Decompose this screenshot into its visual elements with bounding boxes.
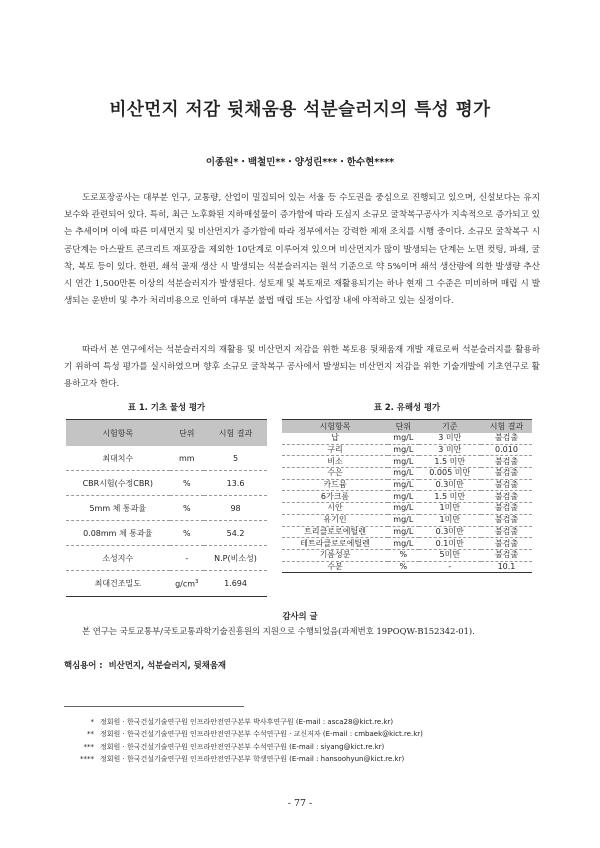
table-cell: 불검출 [481,549,532,561]
acknowledgement-text: 본 연구는 국토교통부/국토교통과학기술진흥원의 지원으로 수행되었음(과제번호 19POQW-B152342-01). [82,626,475,636]
table-row [66,446,267,471]
table-cell: 13.6 [204,471,267,496]
table-row [282,433,532,444]
table-cell: 불검출 [481,456,532,468]
table-header-cell: 시험 결과 [481,420,532,434]
footnote-mark: **** [80,754,94,763]
keywords-value: 비산먼지, 석분슬러지, 뒷채움재 [108,660,227,670]
body-paragraph-1: 도로포장공사는 대부분 인구, 교통량, 산업이 밀집되어 있는 서울 등 수도권을 중심으로 진행되고 있으며, 신설보다는 유지보수와 관련되어 있다. 특히, 최근 노후화된 지하매설물이 증가함에 따라 도심지 소규모 굴착복구공사가 지속적으로 증가되고 있는 추세이며 이에 따른 미세먼지 및 비산먼지가 증가함에 따라 정부에서는 강력한 제재 조치를 시행 중이다. 소규모 굴착복구 시공단계는 아스팔트 콘크리트 재포장을 제외한 10단계로 이루어져 있으며 비산먼지가 많이 발생되는 단계는 노면 컷팅, 파쇄, 굴착, 복토 등이 있다. 한편, 쇄석 골재 생산 시 발생되는 석분슬러지는 원석 기준으로 약 5%이며 쇄석 생산량에 의한 발생량 추산 시 연간 1,500만톤 이상의 석분슬러지가 발생된다. 성토재 및 복토재로 재활용되기는 하나 현재 그 수준은 미비하며 매립 시 발생되는 운반비 및 추가 처리비용으로 인하여 대부분 불법 매립 또는 사업장 내에 야적하고 있는 실정이다. [64,193,540,307]
table-cell: % [170,496,205,521]
footnotes [64,716,540,765]
table-cell: mm [170,446,205,471]
table-basic-properties [66,419,267,597]
table-row [282,456,532,468]
table-cell: - [170,546,205,571]
table-cell: 유기인 [282,514,388,526]
table-cell: % [388,561,419,573]
footnote [64,753,540,765]
table-cell: 불검출 [481,468,532,480]
table-row [66,571,267,596]
table-cell: 5 [204,446,267,471]
table1-caption: 표 1. 기초 물성 평가 [127,402,206,412]
table-cell: 10.1 [481,561,532,573]
table-cell: mg/L [388,479,419,491]
table-cell: 불검출 [481,433,532,444]
footnote [64,728,540,740]
table-cell: N.P(비소성) [204,546,267,571]
paper-title: 비산먼지 저감 뒷채움용 석분슬러지의 특성 평가 [109,100,491,120]
table-cell: 불검출 [481,491,532,503]
acknowledgement-title: 감사의 글 [282,611,318,621]
table-hazard-evaluation [282,419,532,573]
table-cell: 0.3미만 [419,526,481,538]
table-cell: 비소 [282,456,388,468]
table-cell: 3 미만 [419,433,481,444]
table-cell: 불검출 [481,514,532,526]
table-cell: 카드뮴 [282,479,388,491]
table-header-cell: 단위 [170,420,205,447]
table2-caption: 표 2. 유해성 평가 [373,402,441,412]
table-cell: 불검출 [481,479,532,491]
table-cell: CBR시험(수정CBR) [66,471,170,496]
table-cell: 0.005 미만 [419,468,481,480]
footnote-mark: * [90,718,94,726]
table-cell: mg/L [388,456,419,468]
table-cell: 수은 [282,468,388,480]
table-row [66,496,267,521]
table-cell: 불검출 [481,503,532,515]
footnote-text: 정회원 · 한국건설기술연구원 인프라안전연구본부 수석연구원 · 교신저자 (E-mail : cmbaek@kict.re.kr) [100,730,423,739]
table-cell: 불검출 [481,538,532,550]
table-cell: % [170,521,205,546]
table-cell: 5미만 [419,549,481,561]
footnote-text: 정회원 · 한국건설기술연구원 인프라안전연구본부 수석연구원 (E-mail : siyang@kict.re.kr) [100,742,385,751]
table-header-cell: 시험 결과 [204,420,267,447]
table-header-cell: 시험항목 [66,420,170,447]
table-cell: mg/L [388,433,419,444]
table-cell: - [419,561,481,573]
table-cell: 소성지수 [66,546,170,571]
table-row [282,549,532,561]
table-cell: 0.1미만 [419,538,481,550]
footnote-mark: *** [83,742,94,751]
table-row [282,526,532,538]
table-cell: mg/L [388,468,419,480]
table-cell: 1.5 미만 [419,491,481,503]
table-cell: 1미만 [419,503,481,515]
table-header-cell: 시험항목 [282,420,388,434]
author-line: 이종원*・백철민**・양성린***・한수현**** [205,157,395,168]
table-cell: 최대건조밀도 [66,571,170,596]
footnote [64,716,540,728]
footnote-mark: ** [87,730,94,739]
footnote [64,741,540,753]
table-cell: 불검출 [481,526,532,538]
table-row [282,538,532,550]
body-paragraph-2: 따라서 본 연구에서는 석분슬러지의 재활용 및 비산먼지 저감을 위한 복토용 뒷채움재 개발 재료로써 석분슬러지를 활용하기 위하여 특성 평가를 실시하였으며 향후 소규모 굴착복구 공사에서 발생되는 비산먼지 저감을 위한 기술개발에 기초연구로 활용하고자 한다. [64,345,540,390]
table-row [282,444,532,456]
table-cell: mg/L [388,491,419,503]
table-cell: 0.3미만 [419,479,481,491]
table-row [282,514,532,526]
table-cell: 6가크롬 [282,491,388,503]
table-cell: mg/L [388,444,419,456]
table-cell: 0.08mm 체 통과율 [66,521,170,546]
keywords-label: 핵심용어 : [64,660,103,670]
footnote-text: 정회원 · 한국건설기술연구원 인프라안전연구본부 학생연구원 (E-mail : hansoohyun@kict.re.kr) [100,754,405,763]
table-cell: 98 [204,496,267,521]
table-cell: % [170,471,205,496]
page-number: - 77 - [287,798,313,809]
table-row [282,561,532,573]
table-row [282,491,532,503]
table-cell: 시안 [282,503,388,515]
table-cell: 트리클로로에틸렌 [282,526,388,538]
footnote-text: 정회원 · 한국건설기술연구원 인프라안전연구본부 박사후연구원 (E-mail : asca28@kict.re.kr) [100,718,394,726]
table-cell: 최대치수 [66,446,170,471]
table-cell: mg/L [388,503,419,515]
table-cell: mg/L [388,538,419,550]
table-cell: 1.5 미만 [419,456,481,468]
table-cell: 테트라클로로에틸렌 [282,538,388,550]
table-row [66,521,267,546]
unit-superscript: 3 [195,578,199,585]
table-cell: 1.694 [204,571,267,596]
table-cell: 기름성분 [282,549,388,561]
table-cell: 54.2 [204,521,267,546]
table-row [282,503,532,515]
table-cell: mg/L [388,514,419,526]
footnote-divider [64,706,244,707]
unit-base: g/cm [175,579,196,589]
table-row [66,471,267,496]
table-row [282,479,532,491]
table-cell: 0.010 [481,444,532,456]
table-cell: 수분 [282,561,388,573]
table-cell: 구리 [282,444,388,456]
table-row [282,468,532,480]
table-cell: 3 미만 [419,444,481,456]
table-cell: 1미만 [419,514,481,526]
table-cell: 5mm 체 통과율 [66,496,170,521]
table-row [66,546,267,571]
table-cell: mg/L [388,526,419,538]
table-header-cell: 단위 [388,420,419,434]
keywords [64,659,226,671]
table-cell: 납 [282,433,388,444]
table-cell-unit [170,571,205,596]
table-header-cell: 기준 [419,420,481,434]
table-cell: % [388,549,419,561]
